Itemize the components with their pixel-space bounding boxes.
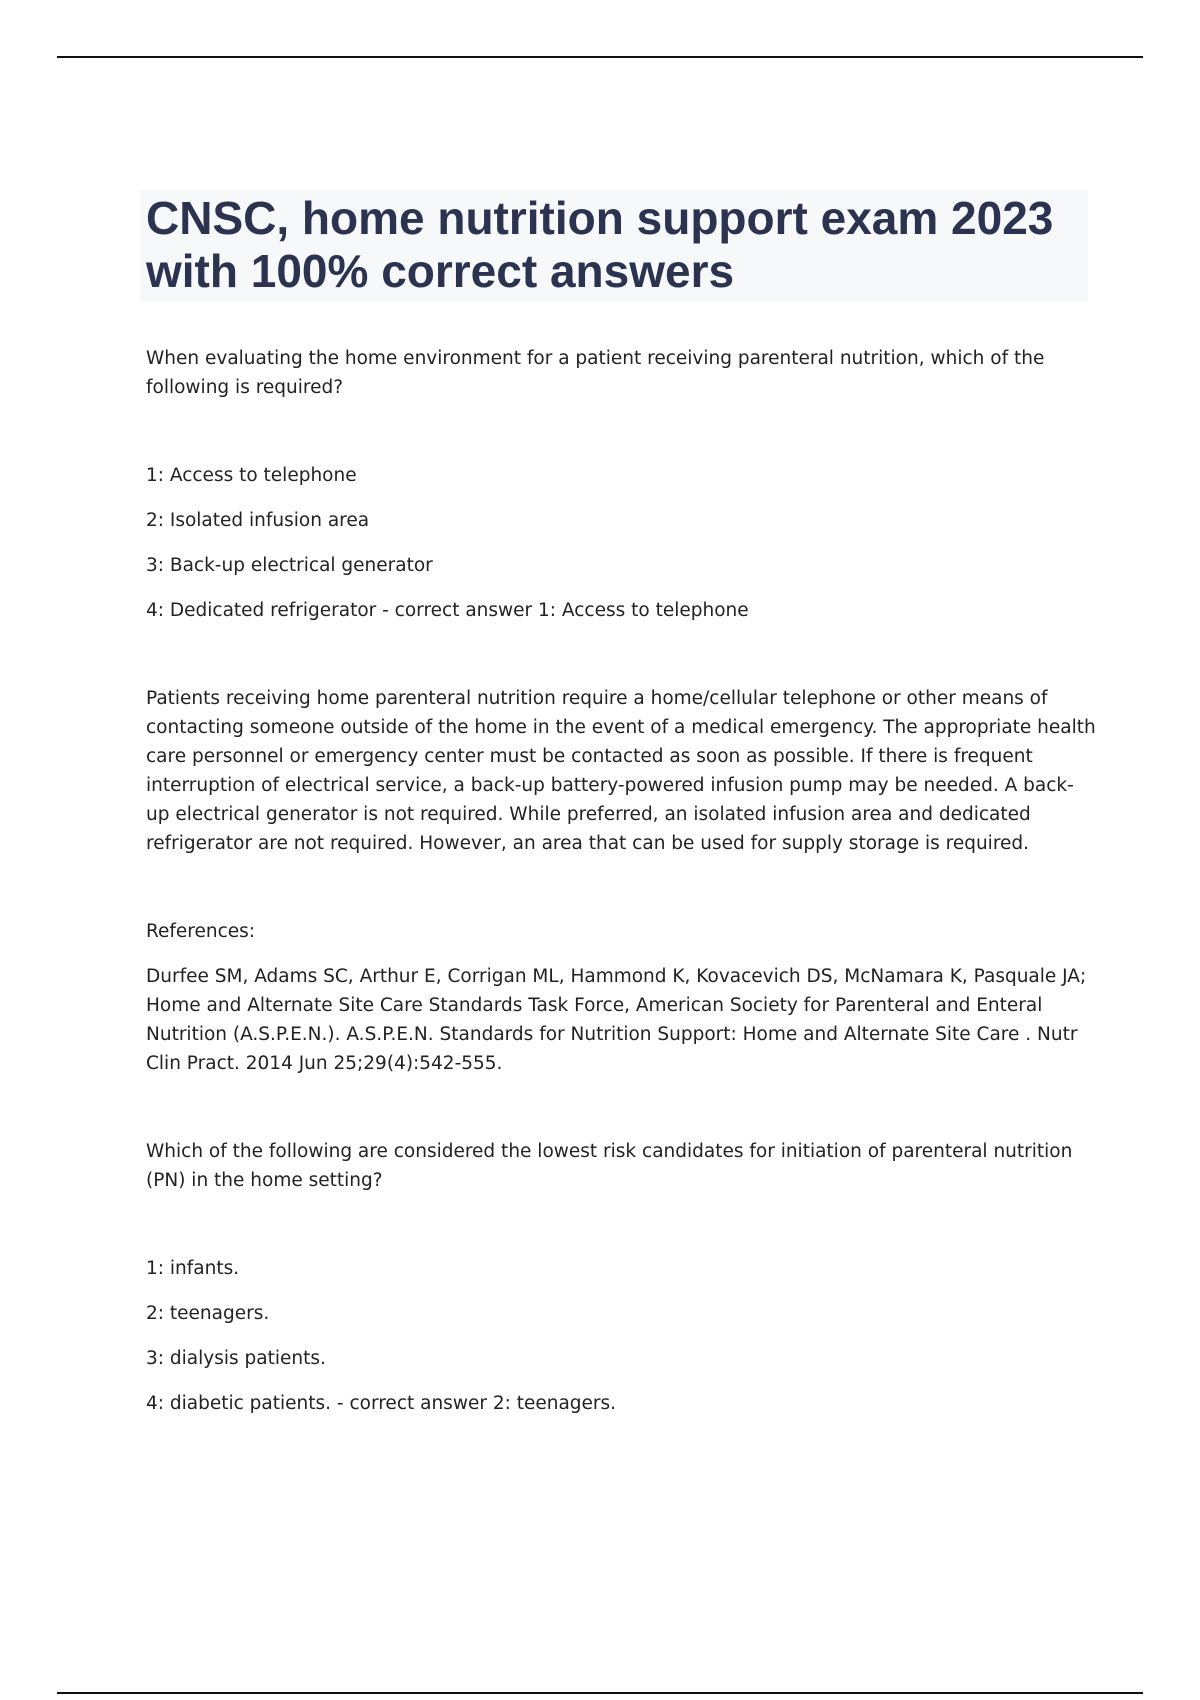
- question-1-option-2: 2: Isolated infusion area: [146, 510, 370, 531]
- bottom-rule: [57, 1692, 1143, 1694]
- question-2-option-2: 2: teenagers.: [146, 1303, 270, 1324]
- question-2-option-3: 3: dialysis patients.: [146, 1348, 326, 1369]
- document-title: CNSC, home nutrition support exam 2023 with 100% correct answers: [146, 192, 1054, 297]
- question-1-option-1: 1: Access to telephone: [146, 465, 357, 486]
- question-1-explanation: Patients receiving home parenteral nutrition require a home/cellular telephone or other means of contacting someone outside of the home in the event of a medical emergency. The appropriate health care personnel or emergency center must be contacted as soon as possible. If there is frequent interruption of electrical service, a back-up battery-powered infusion pump may be needed. A back-up electrical generator is not required. While preferred, an isolated infusion area and dedicated refrigerator are not required. However, an area that can be used for supply storage is required.: [146, 688, 1096, 854]
- references-label: References:: [146, 921, 256, 942]
- question-1-option-4-answer: 4: Dedicated refrigerator - correct answer 1: Access to telephone: [146, 600, 749, 621]
- question-2-option-1: 1: infants.: [146, 1258, 240, 1279]
- document-body: [146, 344, 1096, 1434]
- question-2: Which of the following are considered the lowest risk candidates for initiation of parenteral nutrition (PN) in the home setting?: [146, 1141, 1073, 1191]
- question-1: When evaluating the home environment for a patient receiving parenteral nutrition, which of the following is required?: [146, 348, 1045, 398]
- top-rule: [57, 56, 1143, 58]
- question-1-option-3: 3: Back-up electrical generator: [146, 555, 433, 576]
- reference-citation: Durfee SM, Adams SC, Arthur E, Corrigan ML, Hammond K, Kovacevich DS, McNamara K, Pasquale JA; Home and Alternate Site Care Standards Task Force, American Society for Parenteral and Enteral Nutrition (A.S.P.E.N.). A.S.P.E.N. Standards for Nutrition Support: Home and Alternate Site Care . Nutr Clin Pract. 2014 Jun 25;29(4):542-555.: [146, 966, 1087, 1074]
- question-2-option-4-answer: 4: diabetic patients. - correct answer 2: teenagers.: [146, 1393, 617, 1414]
